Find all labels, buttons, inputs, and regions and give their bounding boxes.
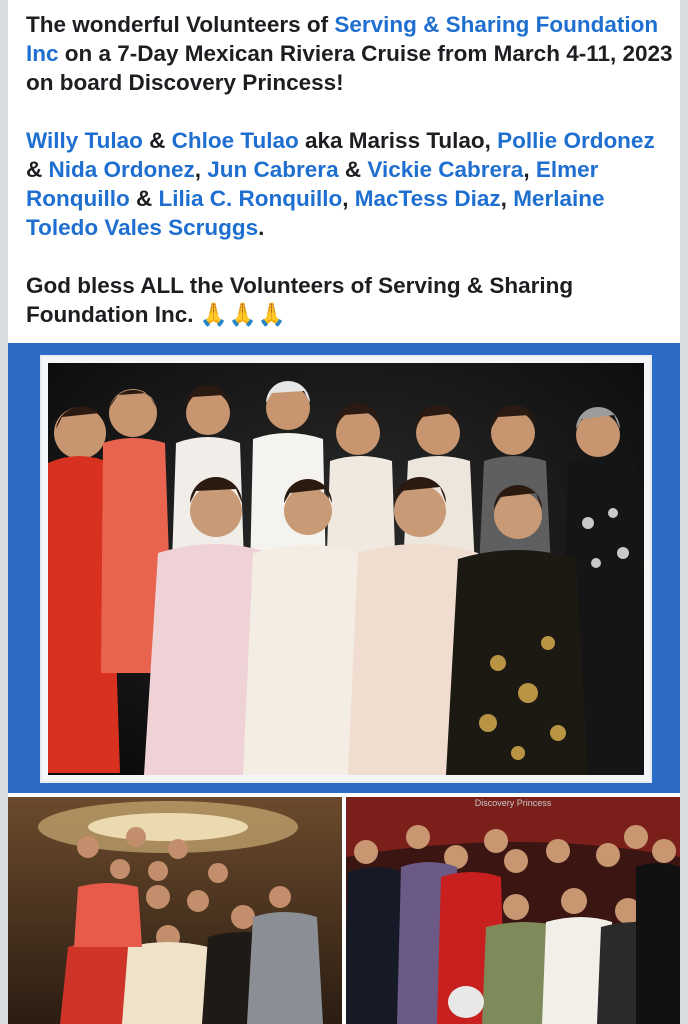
photo-image	[48, 363, 644, 775]
tag-elmer-ronquillo[interactable]: Elmer Ronquillo	[26, 157, 599, 211]
tag-serving-sharing-foundation[interactable]: Serving & Sharing Foundation Inc	[26, 12, 659, 66]
tag-vickie-cabrera[interactable]: Vickie Cabrera	[367, 157, 524, 182]
tag-merlaine-scruggs[interactable]: Merlaine Toledo Vales Scruggs	[26, 186, 605, 240]
atrium-photo-illustration	[8, 797, 342, 1024]
text-span: ,	[342, 186, 355, 211]
post-paragraph-3	[26, 271, 676, 329]
text-span: The wonderful Volunteers of	[26, 12, 335, 37]
post-text	[26, 10, 676, 329]
main-group-photo[interactable]	[8, 343, 680, 793]
text-span: &	[129, 186, 159, 211]
praying-hands-emoji: 🙏🙏🙏	[199, 302, 287, 327]
photo-print-frame	[40, 355, 652, 783]
stage-photo-illustration	[346, 797, 680, 1024]
tag-willy-tulao[interactable]: Willy Tulao	[26, 128, 143, 153]
cruise-atrium-photo[interactable]	[8, 797, 342, 1024]
text-span: &	[338, 157, 368, 182]
tag-nida-ordonez[interactable]: Nida Ordonez	[48, 157, 195, 182]
post-paragraph-2	[26, 126, 676, 242]
text-span: on a 7-Day Mexican Riviera Cruise from March 4-11, 2023 on board Discovery Princess!	[26, 41, 673, 95]
text-span: &	[26, 157, 49, 182]
tag-lilia-ronquillo[interactable]: Lilia C. Ronquillo	[158, 186, 343, 211]
text-span: ,	[194, 157, 208, 182]
post-paragraph-1	[26, 10, 676, 97]
text-span: ,	[500, 186, 514, 211]
tag-jun-cabrera[interactable]: Jun Cabrera	[207, 157, 339, 182]
curtain-stage-photo[interactable]	[346, 797, 680, 1024]
text-span: &	[142, 128, 172, 153]
text-span: aka Mariss Tulao,	[298, 128, 498, 153]
tag-chloe-tulao[interactable]: Chloe Tulao	[171, 128, 299, 153]
tag-mactess-diaz[interactable]: MacTess Diaz	[354, 186, 501, 211]
group-photo-illustration	[48, 363, 644, 775]
photo-watermark: Discovery Princess	[474, 798, 552, 808]
text-span: ,	[523, 157, 536, 182]
text-span: .	[258, 215, 265, 240]
facebook-post-card	[8, 0, 680, 1024]
text-span: God bless ALL the Volunteers of Serving & Sharing Foundation Inc.	[26, 273, 574, 327]
tag-pollie-ordonez[interactable]: Pollie Ordonez	[497, 128, 655, 153]
